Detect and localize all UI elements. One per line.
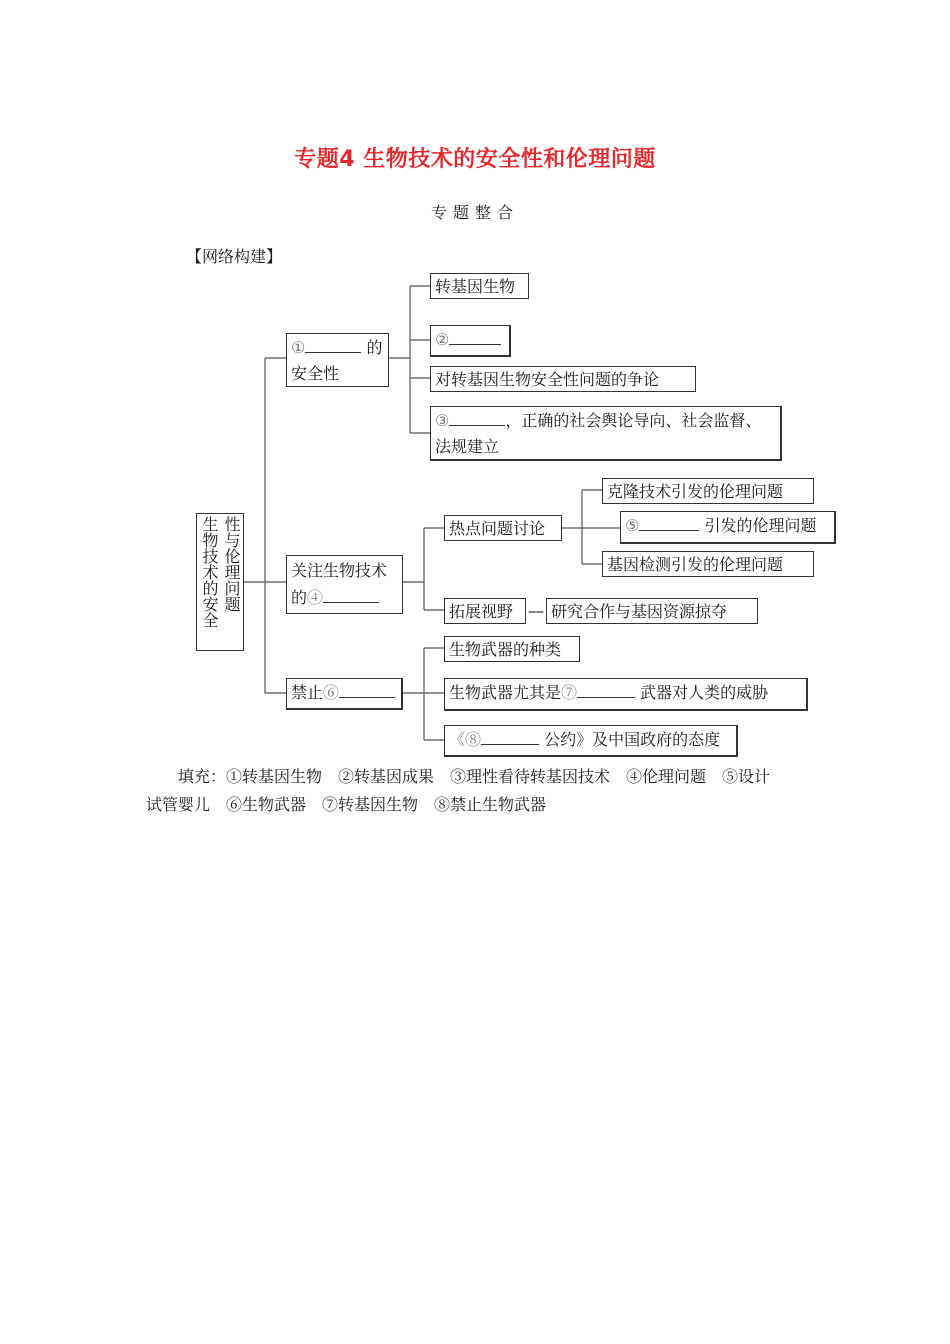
branch2-expand-dash: — xyxy=(528,601,544,620)
branch2-hot-item-blank5-num: ⑤ xyxy=(625,516,640,535)
answer-key-line1: 填充：①转基因生物 ②转基因成果 ③理性看待转基因技术 ④伦理问题 ⑤设计 xyxy=(178,767,771,786)
branch1-item-debate xyxy=(430,366,696,392)
root-node-col2: 生物技术的安全 xyxy=(200,516,219,628)
branch2-line2-prefix: 的 xyxy=(291,588,308,607)
branch1-item-blank3-num: ③ xyxy=(435,411,450,430)
branch2-expand-label: 拓展视野 xyxy=(449,602,514,621)
branch2-hot-topics-label: 热点问题讨论 xyxy=(449,519,546,538)
branch3-item-convention-suffix: 公约》及中国政府的态度 xyxy=(544,730,721,749)
branch1-item-transgenic xyxy=(430,273,529,299)
branch2-expand-item-label: 研究合作与基因资源掠夺 xyxy=(551,602,728,621)
branch2-hot-item-genetest-label: 基因检测引发的伦理问题 xyxy=(607,555,784,574)
answer-key-line2: 试管婴儿 ⑥生物武器 ⑦转基因生物 ⑧禁止生物武器 xyxy=(146,795,547,814)
branch1-item-blank3 xyxy=(430,406,782,461)
branch3-item-types-label: 生物武器的种类 xyxy=(449,640,562,659)
branch3-num: ⑥ xyxy=(323,683,340,702)
branch3-item-threat-suffix: 武器对人类的威胁 xyxy=(640,683,769,702)
branch2-expand-item xyxy=(546,598,758,624)
section-heading: 【网络构建】 xyxy=(186,247,283,266)
branch1-node xyxy=(286,333,389,387)
branch1-item-blank3-text: ，正确的社会舆论导向、社会监督、 xyxy=(505,411,762,430)
answer-key xyxy=(146,763,816,819)
branch2-hot-item-blank5 xyxy=(620,511,836,544)
branch3-item-threat xyxy=(444,678,808,711)
branch2-line1: 关注生物技术 xyxy=(291,561,388,580)
branch1-item-blank2 xyxy=(430,325,511,357)
branch1-line2: 安全性 xyxy=(291,364,340,383)
branch3-item-threat-prefix: 生物武器尤其是 xyxy=(449,683,562,702)
branch1-item-blank2-num: ② xyxy=(435,330,450,349)
branch2-hot-topics xyxy=(444,515,562,541)
branch3-item-convention-open: 《 xyxy=(449,730,466,749)
branch2-hot-item-cloning-label: 克隆技术引发的伦理问题 xyxy=(607,482,784,501)
branch2-hot-item-blank5-text: 引发的伦理问题 xyxy=(704,516,817,535)
branch3-item-convention xyxy=(444,725,738,757)
root-node-col1: 性与伦理问题 xyxy=(222,516,241,612)
branch2-expand xyxy=(444,598,526,624)
branch1-item-transgenic-label: 转基因生物 xyxy=(435,277,516,296)
branch1-item-debate-label: 对转基因生物安全性问题的争论 xyxy=(435,370,660,389)
branch3-node xyxy=(286,678,403,710)
branch2-node xyxy=(286,555,403,614)
branch1-item-blank3-line2: 法规建立 xyxy=(435,437,500,456)
branch3-prefix: 禁止 xyxy=(291,683,324,702)
page-subtitle: 专题整合 xyxy=(430,203,519,222)
branch3-item-threat-num: ⑦ xyxy=(561,683,578,702)
branch3-item-convention-num: ⑧ xyxy=(465,730,482,749)
root-node xyxy=(196,513,244,651)
branch1-suffix: 的 xyxy=(366,338,383,357)
branch1-num: ① xyxy=(291,338,306,357)
branch2-hot-item-genetest xyxy=(602,551,814,577)
branch3-item-types xyxy=(444,636,580,662)
branch2-hot-item-cloning xyxy=(602,478,814,504)
branch2-num: ④ xyxy=(307,588,324,607)
page-title: 专题4 生物技术的安全性和伦理问题 xyxy=(294,147,656,172)
